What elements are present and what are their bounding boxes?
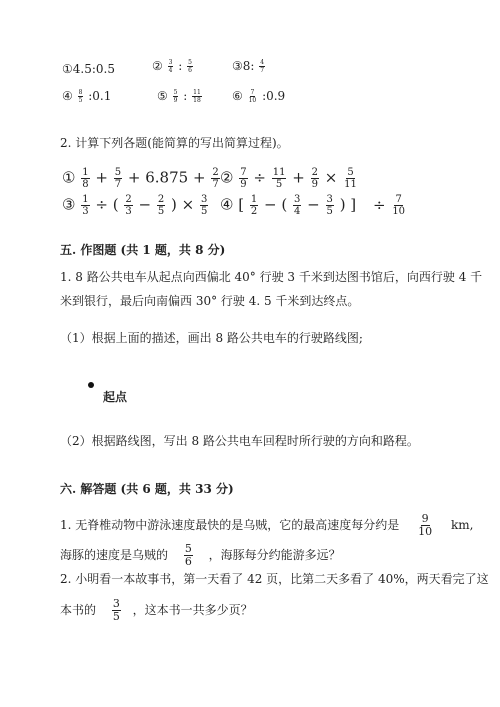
question-text: ，这本书一共多少页？ <box>132 603 253 617</box>
numerator: 3 <box>168 59 173 66</box>
fraction <box>157 194 165 217</box>
denominator: 5 <box>326 206 333 217</box>
numerator: 11 <box>272 167 286 178</box>
denominator: 11 <box>344 179 357 190</box>
numerator: 2 <box>157 194 165 205</box>
operator: ) ] <box>339 195 357 214</box>
fraction <box>124 194 132 217</box>
denominator: 9 <box>311 179 318 190</box>
denominator: 10 <box>392 206 406 217</box>
numerator: 3 <box>294 194 301 205</box>
section-5-subquestion-2: （2）根据路线图，写出 8 路公共电车回程时所行驶的方向和路程。 <box>60 434 419 448</box>
denominator: 8 <box>82 179 89 190</box>
numerator: 5 <box>114 167 122 178</box>
question-2-title: 2. 计算下列各题(能简算的写出简算过程)。 <box>60 136 289 150</box>
item-number: ④ <box>62 89 73 103</box>
denominator: 9 <box>173 97 178 104</box>
denominator: 6 <box>184 555 192 568</box>
numerator: 3 <box>326 194 333 205</box>
numerator: 7 <box>395 194 402 205</box>
value: 8 <box>242 59 251 73</box>
numerator: 1 <box>250 194 258 205</box>
fraction <box>78 89 84 104</box>
numerator: 1 <box>82 167 89 178</box>
denominator: 10 <box>248 97 257 104</box>
ratio-item-3 <box>232 59 266 74</box>
value: 0.5 <box>95 62 115 76</box>
ratio-item-5 <box>157 89 203 104</box>
item-number: ⑤ <box>157 89 168 103</box>
operator: ÷ <box>253 168 266 187</box>
expression-4 <box>220 194 407 217</box>
operator: ÷ ( <box>95 195 119 214</box>
numerator: 8 <box>78 89 83 96</box>
fraction <box>112 598 121 623</box>
denominator: 7 <box>114 179 122 190</box>
item-number: ② <box>220 168 234 187</box>
item-number: ③ <box>62 195 76 214</box>
denominator: 3 <box>125 206 132 217</box>
ratio-item-6 <box>232 89 285 104</box>
denominator: 9 <box>240 179 247 190</box>
denominator: 5 <box>157 206 165 217</box>
numerator: 2 <box>311 167 318 178</box>
operator: ÷ <box>372 195 386 214</box>
numerator: 11 <box>193 89 201 96</box>
numerator: 5 <box>173 89 178 96</box>
fraction <box>259 59 265 74</box>
fraction <box>187 59 193 74</box>
denominator: 4 <box>294 206 301 217</box>
numerator: 7 <box>240 167 247 178</box>
operator: + <box>292 168 305 187</box>
ratio-sign: : <box>183 89 188 103</box>
section-6-heading: 六. 解答题 (共 6 题，共 33 分) <box>60 482 234 496</box>
fraction <box>114 167 122 190</box>
fraction <box>250 194 258 217</box>
start-point-label: 起点 <box>103 390 128 404</box>
bracket: [ <box>238 195 245 214</box>
item-number: ① <box>62 168 76 187</box>
denominator: 7 <box>260 67 265 74</box>
question-text: 海豚的速度是乌贼的 <box>60 548 169 562</box>
fraction <box>184 543 193 568</box>
section-6-question-2-line-1: 2. 小明看一本故事书，第一天看了 42 页，比第二天多看了 40%，两天看完了这 <box>60 572 489 586</box>
numerator: 4 <box>260 59 265 66</box>
numerator: 3 <box>112 597 120 610</box>
question-text: ，海豚每分约能游多远？ <box>208 548 341 562</box>
numerator: 5 <box>347 167 354 178</box>
numerator: 5 <box>184 542 192 555</box>
fraction <box>417 513 433 538</box>
denominator: 3 <box>82 206 89 217</box>
denominator: 5 <box>275 179 283 190</box>
value: 0.9 <box>266 89 286 103</box>
denominator: 6 <box>188 67 192 74</box>
denominator: 2 <box>250 206 258 217</box>
section-6-question-1-line-2 <box>60 543 341 568</box>
item-number: ④ <box>220 195 234 214</box>
section-5-question-line-2: 米到银行，最后向南偏西 30° 行驶 4. 5 千米到达终点。 <box>60 294 360 308</box>
ratio-item-4 <box>62 89 111 104</box>
fraction <box>168 59 174 74</box>
fraction <box>343 167 358 190</box>
expression-3 <box>62 194 209 217</box>
operator: − <box>307 195 320 214</box>
ratio-sign: : <box>262 89 267 103</box>
fraction <box>272 167 287 190</box>
fraction <box>192 89 202 104</box>
item-number: ⑥ <box>232 89 243 103</box>
section-6-question-2-line-2 <box>60 598 253 623</box>
denominator: 5 <box>78 97 83 104</box>
question-text: 本书的 <box>60 603 97 617</box>
ratio-sign: : <box>178 59 183 73</box>
start-point-dot <box>88 382 94 388</box>
item-number: ③ <box>232 59 243 73</box>
ratio-sign: : <box>88 89 93 103</box>
fraction <box>311 167 319 190</box>
fraction <box>81 167 89 190</box>
operator: ) × <box>171 195 195 214</box>
fraction <box>248 89 258 104</box>
ratio-item-2 <box>152 59 194 74</box>
operator: − ( <box>264 195 288 214</box>
numerator: 2 <box>125 194 132 205</box>
item-number: ① <box>62 62 73 76</box>
expression-2 <box>220 167 359 190</box>
question-text: 1. 无脊椎动物中游泳速度最快的是乌贼，它的最高速度每分约是 <box>60 518 400 532</box>
fraction <box>391 194 406 217</box>
section-5-question-line-1: 1. 8 路公共电车从起点向西偏北 40° 行驶 3 千米到达图书馆后，向西行驶 4 千 <box>60 270 483 284</box>
fraction <box>239 167 247 190</box>
ratio-sign: : <box>91 62 96 76</box>
expression-1 <box>62 167 221 190</box>
operator: − <box>138 195 152 214</box>
denominator: 5 <box>201 206 208 217</box>
numerator: 5 <box>188 59 192 66</box>
unit: km, <box>450 518 474 532</box>
operator: + 6.875 + <box>127 168 206 187</box>
denominator: 10 <box>418 525 433 538</box>
section-5-subquestion-1: （1）根据上面的描述，画出 8 路公共电车的行驶路线图; <box>60 331 363 345</box>
numerator: 7 <box>250 89 255 96</box>
fraction <box>81 194 89 217</box>
numerator: 3 <box>201 194 208 205</box>
numerator: 2 <box>212 167 219 178</box>
item-number: ② <box>152 59 163 73</box>
fraction <box>200 194 208 217</box>
numerator: 1 <box>82 194 89 205</box>
denominator: 7 <box>212 179 219 190</box>
ratio-item-1 <box>62 62 115 76</box>
denominator: 5 <box>112 610 120 623</box>
value: 0.1 <box>92 89 112 103</box>
fraction <box>293 194 301 217</box>
denominator: 4 <box>168 67 173 74</box>
ratio-sign: : <box>250 59 255 73</box>
section-6-question-1-line-1 <box>60 513 473 538</box>
fraction <box>211 167 219 190</box>
section-5-heading: 五. 作图题 (共 1 题，共 8 分) <box>60 243 226 257</box>
fraction <box>326 194 334 217</box>
operator: + <box>95 168 108 187</box>
fraction <box>173 89 179 104</box>
operator: × <box>324 168 338 187</box>
numerator: 9 <box>421 512 429 525</box>
denominator: 18 <box>193 97 201 104</box>
value: 4.5 <box>72 62 92 76</box>
